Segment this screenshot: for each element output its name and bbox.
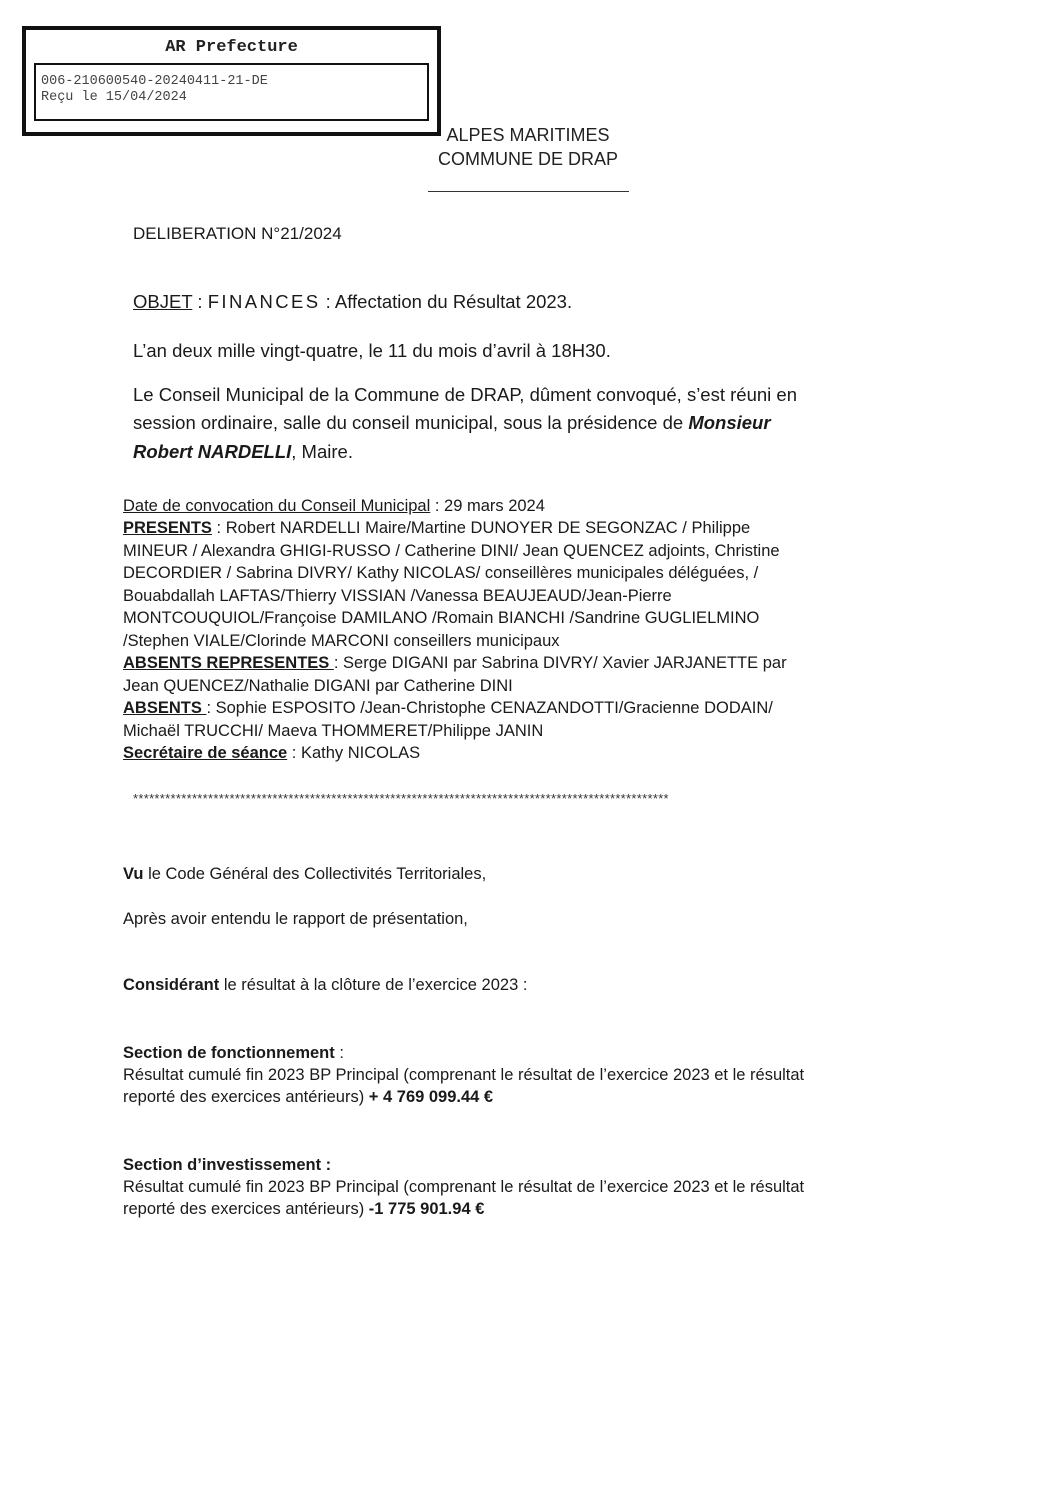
- presents-text: : Robert NARDELLI Maire/Martine DUNOYER DE SEGONZAC / Philippe: [211, 519, 751, 537]
- secretary-label: Secrétaire de séance: [123, 744, 288, 762]
- represented-text: : Serge DIGANI par Sabrina DIVRY/ Xavier JARJANETTE par: [333, 654, 787, 672]
- investissement-amount: -1 775 901.94 €: [368, 1200, 485, 1218]
- secretary-name: : Kathy NICOLAS: [287, 744, 421, 762]
- represented-label: ABSENTS REPRESENTES: [123, 654, 334, 672]
- session-text: session ordinaire, salle du conseil municipal, sous la présidence de: [133, 412, 689, 433]
- objet-category: FINANCES: [207, 291, 321, 312]
- presents-line: [123, 519, 750, 538]
- absents-label: ABSENTS: [123, 699, 207, 717]
- considerant-text: le résultat à la clôture de l’exercice 2023 :: [219, 976, 528, 994]
- presents-line: DECORDIER / Sabrina DIVRY/ Kathy NICOLAS/ conseillères municipales déléguées, /: [123, 564, 759, 582]
- represented-line: Jean QUENCEZ/Nathalie DIGANI par Catherine DINI: [123, 677, 513, 695]
- session-line-1: Le Conseil Municipal de la Commune de DRAP, dûment convoqué, s’est réuni en: [133, 384, 797, 405]
- president-name: Robert NARDELLI: [133, 441, 292, 462]
- objet-line: [133, 291, 572, 313]
- presents-line: Bouabdallah LAFTAS/Thierry VISSIAN /Vanessa BEAUJEAUD/Jean-Pierre: [123, 587, 672, 605]
- investissement-heading-text: Section d’investissement :: [123, 1156, 332, 1174]
- stamp-inner-box: [34, 63, 429, 121]
- stamp-received-line: Reçu le 15/04/2024: [41, 90, 187, 105]
- prefecture-stamp: [22, 26, 441, 136]
- presents-line: MONTCOUQUIOL/Françoise DAMILANO /Romain BIANCHI /Sandrine GUGLIELMINO: [123, 609, 760, 627]
- session-line-3: [133, 441, 353, 463]
- vu-text: le Code Général des Collectivités Territoriales,: [143, 865, 487, 883]
- represented-line: [123, 654, 787, 673]
- investissement-line-1: Résultat cumulé fin 2023 BP Principal (comprenant le résultat de l’exercice 2023 et le résultat: [123, 1178, 805, 1196]
- fonctionnement-amount: + 4 769 099.44 €: [368, 1088, 494, 1106]
- objet-sep: :: [192, 291, 208, 312]
- objet-label: OBJET: [133, 291, 193, 312]
- secretary-line: [123, 744, 420, 763]
- presents-label: PRESENTS: [123, 519, 212, 537]
- fonctionnement-text: reporté des exercices antérieurs): [123, 1088, 369, 1106]
- fonctionnement-heading: [123, 1044, 344, 1063]
- considerant-label: Considérant: [123, 976, 220, 994]
- vu-label: Vu: [123, 865, 144, 883]
- investissement-text: reporté des exercices antérieurs): [123, 1200, 369, 1218]
- investissement-heading: [123, 1156, 331, 1175]
- fonctionnement-line-1: Résultat cumulé fin 2023 BP Principal (comprenant le résultat de l’exercice 2023 et le résultat: [123, 1066, 805, 1084]
- fonctionnement-line-2: [123, 1088, 493, 1107]
- heading-suffix: :: [334, 1044, 344, 1062]
- convocation-label: Date de convocation du Conseil Municipal: [123, 497, 431, 515]
- convocation-date: : 29 mars 2024: [430, 497, 545, 515]
- absents-line: Michaël TRUCCHI/ Maeva THOMMERET/Philippe JANIN: [123, 722, 544, 740]
- absents-text: : Sophie ESPOSITO /Jean-Christophe CENAZANDOTTI/Gracienne DODAIN/: [206, 699, 773, 717]
- stamp-title: AR Prefecture: [165, 38, 298, 57]
- objet-sep: :: [320, 291, 335, 312]
- absents-line: [123, 699, 773, 718]
- apres-line: Après avoir entendu le rapport de présentation,: [123, 910, 468, 928]
- vu-line: [123, 865, 486, 884]
- objet-text: Affectation du Résultat 2023.: [334, 291, 573, 312]
- commune-name: COMMUNE DE DRAP: [437, 149, 618, 169]
- presents-line: /Stephen VIALE/Clorinde MARCONI conseillers municipaux: [123, 632, 560, 650]
- department-name: ALPES MARITIMES: [446, 125, 610, 145]
- president-title: Monsieur: [688, 412, 771, 433]
- considerant-line: [123, 976, 527, 995]
- header-rule: [428, 191, 629, 192]
- fonctionnement-heading-text: Section de fonctionnement: [123, 1044, 335, 1062]
- deliberation-number: DELIBERATION N°21/2024: [133, 224, 342, 243]
- star-separator: ****************************************************************************************************: [133, 791, 669, 806]
- convocation-line: [123, 497, 545, 516]
- presents-line: MINEUR / Alexandra GHIGI-RUSSO / Catherine DINI/ Jean QUENCEZ adjoints, Christine: [123, 542, 780, 560]
- investissement-line-2: [123, 1200, 484, 1219]
- session-text: , Maire.: [291, 441, 353, 462]
- stamp-id-line: 006-210600540-20240411-21-DE: [41, 74, 268, 89]
- session-line-2: [133, 412, 771, 434]
- meeting-date-line: L’an deux mille vingt-quatre, le 11 du mois d’avril à 18H30.: [133, 340, 611, 361]
